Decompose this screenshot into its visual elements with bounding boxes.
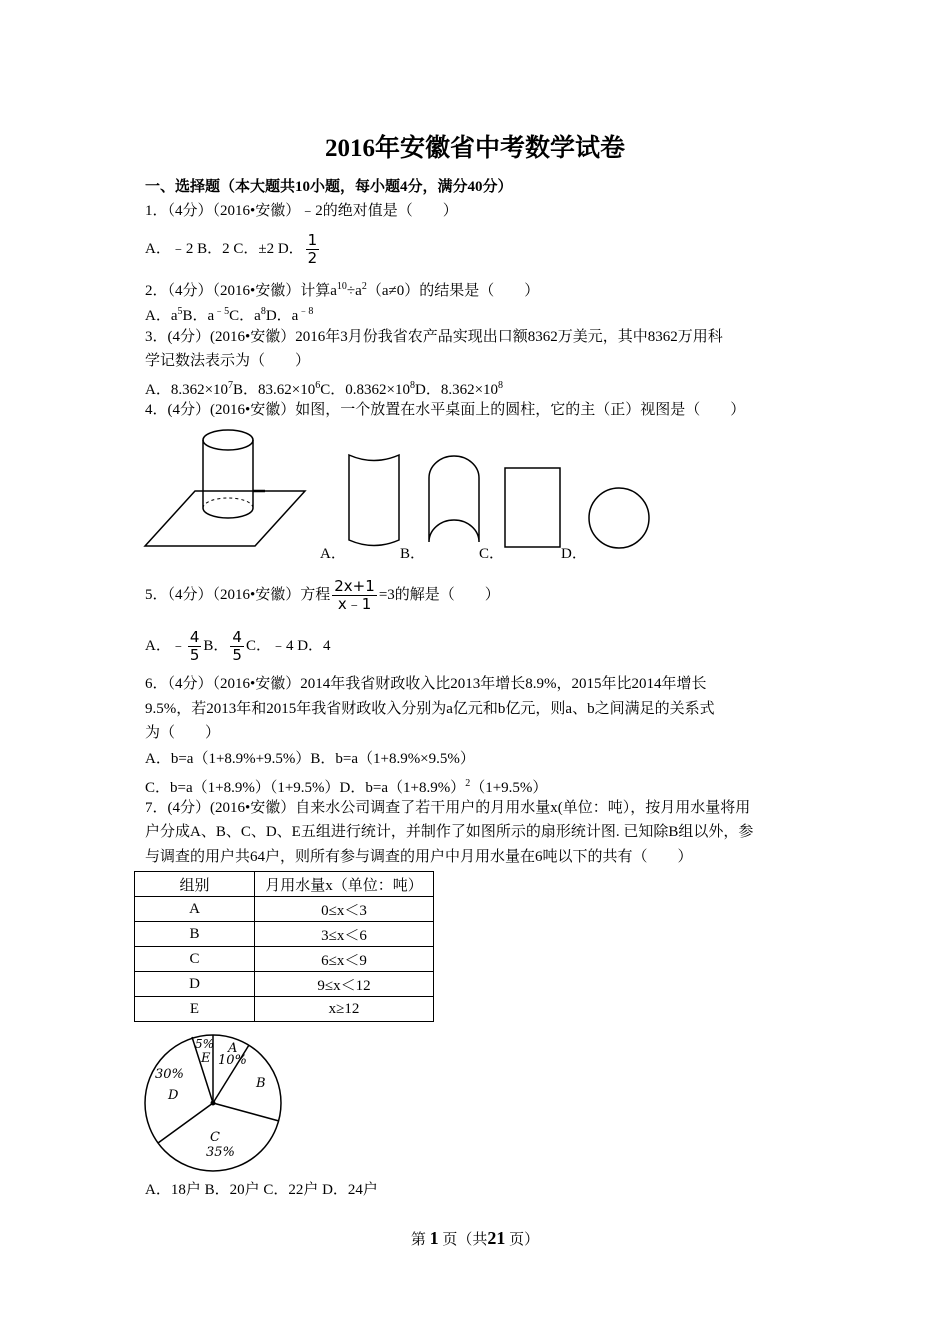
table-cell-group: A [135,897,255,922]
pie-label-e-pct: 5% [195,1037,215,1051]
page-footer [0,1228,950,1250]
option-a: A．8.362×10 [145,382,229,398]
q6-text: （1+9.5%） [470,780,548,796]
question-7-line-1: 7．(4分）(2016•安徽）自来水公司调查了若干用户的月用水量x(单位：吨），按月用水量将用 [145,800,751,816]
option-d-label: D． [561,546,587,562]
option-b: B． [203,638,229,654]
exponent: 2 [465,778,471,789]
q2-exponent: 2 [361,281,367,292]
pie-label-e: E [201,1051,211,1066]
q2-text: （a≠0）的结果是（ ） [366,283,540,299]
table-cell-range: 6≤x＜9 [255,947,434,972]
option-a: A．﹣ [145,638,186,654]
question-7-line-2: 户分成A、B、C、D、E五组进行统计，并制作了如图所示的扇形统计图. 已知除B组以外，参 [145,824,754,840]
table-header-row [135,872,434,897]
question-1-options-text: A．﹣2 B．2 C．±2 D． [145,241,304,257]
option-d: D．8.362×10 [414,382,499,398]
cylinder-bottom-front [203,508,253,518]
pie-label-b: B [256,1076,266,1091]
cylinder-top-ellipse [203,430,253,450]
fraction-denominator: 2 [307,249,318,268]
exponent: 8 [409,380,415,391]
section-heading: 一、选择题（本大题共10小题，每小题4分，满分40分） [145,179,513,195]
question-4-stem: 4．(4分）(2016•安徽）如图，一个放置在水平桌面上的圆柱，它的主（正）视图是（ ） [145,402,746,418]
pie-label-c: C [210,1130,220,1145]
exponent: 7 [228,380,234,391]
fraction-numerator: 2x+1 [334,577,375,596]
table-cell-group: D [135,972,255,997]
table-row [135,972,434,997]
pie-divider [213,1103,279,1121]
question-6-options-cd [145,774,547,798]
pie-label-a-pct: 10% [218,1053,247,1068]
exponent: ﹣5 [214,306,230,317]
question-5-options [145,627,331,665]
fraction-four-fifths [188,629,202,664]
question-7-options: A．18户 B．20户 C．22户 D．24户 [145,1182,378,1198]
question-6-line-1: 6．（4分）（2016•安徽）2014年我省财政收入比2013年增长8.9%，2015年比2014年增长 [145,676,707,692]
exponent: 6 [315,380,321,391]
cylinder-on-table-figure [140,418,315,552]
footer-text: 页（共 [442,1232,488,1248]
options-c-d: C．﹣4 D．4 [245,638,331,654]
q5-text: 5．（4分）（2016•安徽）方程 [145,587,331,603]
option-c: C．0.8362×10 [320,382,410,398]
question-5-stem [145,576,500,614]
table-row [135,922,434,947]
pie-divider [158,1103,213,1143]
fraction-four-fifths [230,629,244,664]
exponent: 8 [498,380,504,391]
footer-page-number: 1 [429,1228,439,1248]
water-usage-table [134,871,434,1022]
pie-label-d: D [168,1088,179,1103]
question-2-options [145,302,313,326]
question-7-line-3: 与调查的用户共64户，则所有参与调查的用户中月用水量在6吨以下的共有（ ） [145,849,693,865]
table-row [135,947,434,972]
fraction-denominator: 5 [232,646,242,665]
fraction-numerator: 1 [307,231,318,250]
option-c: C．a [229,308,261,324]
question-6-line-2: 9.5%，若2013年和2015年我省财政收入分别为a亿元和b亿元，则a、b之间满足的关系式 [145,701,715,717]
option-b: B．83.62×10 [233,382,316,398]
table-header-cell: 月用水量x（单位：吨） [255,872,434,897]
q2-text: ÷a [346,283,362,299]
page-title: 2016年安徽省中考数学试卷 [324,135,625,162]
q5-text: =3的解是（ ） [378,587,500,603]
option-a-shape [344,450,404,550]
question-3-options [145,376,503,400]
pie-label-c-pct: 35% [206,1145,235,1160]
option-d: D．a [265,308,299,324]
pie-chart [140,1030,290,1178]
table-row [135,997,434,1022]
exponent: 5 [177,306,183,317]
question-1-options [145,231,321,267]
footer-total-pages: 21 [487,1228,506,1248]
fraction-denominator: 5 [189,646,200,665]
fraction-one-half [306,232,320,267]
option-b-shape [424,452,484,548]
question-2-stem [145,277,539,301]
option-d-shape [586,486,652,552]
table-cell-range: 9≤x＜12 [255,972,434,997]
option-c-shape [503,466,563,550]
question-3-line-1: 3．(4分）(2016•安徽）2016年3月份我省农产品实现出口额8362万美元，其中8362万用科 [145,329,723,345]
fraction-denominator: x﹣1 [337,595,372,614]
option-a: A．a [145,308,178,324]
table-cell-range: 0≤x＜3 [255,897,434,922]
table-cell-group: C [135,947,255,972]
q6-text: C．b=a（1+8.9%）（1+9.5%）D．b=a（1+8.9%） [145,780,466,796]
table-cell-group: B [135,922,255,947]
equation-fraction [332,578,377,613]
option-a-label: A． [320,546,346,562]
q2-exponent: 10 [336,281,347,292]
table-row [135,897,434,922]
table-cell-group: E [135,997,255,1022]
table-cell-range: 3≤x＜6 [255,922,434,947]
question-1-stem: 1．（4分）（2016•安徽）﹣2的绝对值是（ ） [145,203,458,219]
exponent: ﹣8 [298,306,314,317]
question-6-line-3: 为（ ） [145,725,221,741]
option-b-label: B． [400,546,426,562]
q2-text: 2．（4分）（2016•安徽）计算a [145,283,337,299]
exponent: 8 [260,306,266,317]
fraction-numerator: 4 [189,628,200,647]
option-b: B．a [182,308,215,324]
option-c-label: C． [479,546,505,562]
pie-label-d-pct: 30% [155,1067,184,1082]
pie-center [211,1101,216,1106]
fraction-numerator: 4 [232,628,242,647]
footer-text: 页） [509,1232,540,1248]
cylinder-bottom-hidden [203,498,253,508]
question-3-line-2: 学记数法表示为（ ） [145,353,311,369]
footer-text: 第 [410,1232,426,1248]
table-cell-range: x≥12 [255,997,434,1022]
question-6-options-ab: A．b=a（1+8.9%+9.5%）B．b=a（1+8.9%×9.5%） [145,751,475,767]
table-header-cell: 组别 [135,872,255,897]
pie-label-a: A [228,1041,238,1056]
